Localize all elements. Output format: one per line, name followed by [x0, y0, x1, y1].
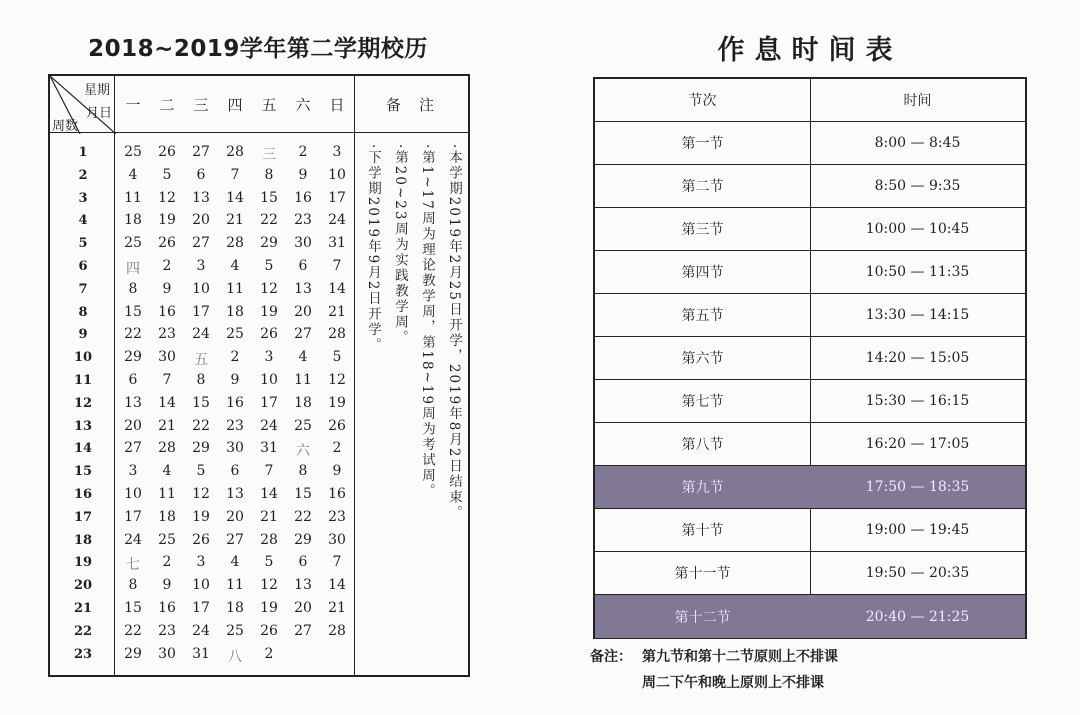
calendar-day-cell: 28: [226, 144, 244, 160]
calendar-day-cell: 22: [294, 508, 312, 525]
weekday-header-label: 星期: [84, 83, 111, 98]
calendar-day-cell: 27: [294, 622, 312, 639]
calendar-week-row: [50, 324, 356, 347]
calendar-day-cell: 27: [124, 440, 142, 457]
calendar-day-cell: 24: [192, 326, 210, 343]
calendar-day-cell: 23: [158, 622, 176, 639]
calendar-day-cell: 15: [124, 303, 142, 320]
calendar-day-cell: 29: [294, 531, 312, 548]
section-name: 第二节: [681, 179, 724, 195]
calendar-day-cell: 20: [192, 212, 210, 229]
note-3: ·第20~23周为实践教学周。: [392, 144, 408, 346]
week-number: 11: [73, 373, 93, 388]
calendar-day-cell: 4: [230, 258, 240, 274]
week-number: 1: [78, 145, 88, 160]
time-header: 时间: [903, 93, 932, 109]
calendar-day-cell: 3: [264, 349, 274, 366]
calendar-day-cell: 10: [192, 577, 210, 594]
section-time: 17:50 — 18:35: [865, 479, 970, 495]
calendar-day-cell: 28: [158, 440, 176, 457]
calendar-day-cell: 19: [260, 303, 278, 320]
calendar-day-cell: 2: [298, 144, 308, 160]
week-number: 13: [73, 418, 93, 434]
calendar-day-cell: 六: [296, 443, 310, 460]
calendar-day-cell: 8: [298, 463, 308, 480]
calendar-day-cell: 21: [158, 417, 176, 434]
section-name: 第一节: [681, 136, 724, 152]
calendar-day-cell: 28: [328, 622, 346, 639]
week-number: 21: [73, 601, 93, 616]
calendar-day-cell: 24: [260, 417, 278, 434]
schedule-row: [595, 294, 1025, 337]
calendar-table: [48, 74, 470, 677]
week-number: 10: [73, 350, 93, 366]
calendar-week-row: [50, 552, 356, 575]
calendar-day-cell: 16: [294, 189, 312, 206]
calendar-day-cell: 12: [260, 577, 278, 594]
note-4: ·下学期2019年9月2日开学。: [365, 144, 381, 354]
calendar-day-cell: 23: [226, 417, 244, 434]
calendar-week-row: [50, 165, 356, 188]
day-header-sat: 六: [295, 96, 311, 114]
calendar-week-row: [50, 621, 356, 644]
section-name: 第十节: [681, 523, 724, 539]
calendar-day-cell: 4: [298, 349, 308, 366]
calendar-day-cell: 9: [162, 280, 172, 297]
week-number: 23: [73, 646, 93, 662]
calendar-day-cell: 3: [196, 554, 206, 571]
week-number: 5: [78, 236, 88, 252]
calendar-day-cell: 30: [226, 440, 244, 457]
schedule-remark-label: 备注：: [590, 649, 632, 665]
calendar-day-cell: 14: [158, 394, 176, 411]
day-header-tue: 二: [159, 96, 175, 114]
section-name: 第七节: [681, 394, 724, 410]
calendar-day-cell: 24: [192, 622, 210, 639]
calendar-day-cell: 17: [192, 303, 210, 320]
calendar-week-row: [50, 644, 356, 667]
calendar-day-cell: 5: [332, 349, 342, 366]
calendar-day-cell: 29: [260, 235, 278, 252]
calendar-day-cell: 三: [262, 147, 276, 163]
calendar-week-row: [50, 256, 356, 279]
calendar-day-cell: 31: [260, 440, 278, 457]
calendar-day-cell: 12: [328, 372, 346, 388]
calendar-day-cell: 13: [294, 577, 312, 594]
calendar-week-row: [50, 598, 356, 621]
calendar-day-cell: 17: [192, 600, 210, 616]
section-name: 第三节: [681, 222, 724, 238]
calendar-week-row: [50, 188, 356, 211]
calendar-day-cell: 5: [264, 554, 274, 571]
note-1: ·本学期2019年2月25日开学，2019年8月2日结束。: [446, 144, 462, 521]
schedule-row: [595, 122, 1025, 165]
calendar-day-cell: 25: [294, 417, 312, 434]
week-number: 19: [73, 555, 93, 571]
calendar-day-cell: 五: [194, 352, 208, 369]
calendar-day-cell: 24: [328, 212, 346, 229]
calendar-day-cell: 26: [158, 235, 176, 252]
calendar-day-cell: 31: [192, 645, 210, 662]
calendar-week-row: [50, 210, 356, 233]
calendar-day-cell: 28: [260, 531, 278, 548]
calendar-notes: [356, 134, 470, 674]
schedule-title: 作息时间表: [717, 35, 903, 66]
week-number: 7: [78, 281, 88, 297]
calendar-title: 2018~2019学年第二学期校历: [88, 36, 428, 62]
calendar-day-cell: 15: [260, 189, 278, 206]
calendar-day-cell: 4: [128, 166, 138, 183]
calendar-day-cell: 30: [158, 645, 176, 662]
calendar-day-cell: 18: [226, 303, 244, 320]
calendar-day-cell: 6: [298, 258, 308, 274]
calendar-week-row: [50, 575, 356, 598]
date-header-label: 月日: [86, 106, 113, 121]
calendar-day-cell: 14: [328, 577, 346, 594]
calendar-day-cell: 21: [328, 303, 346, 320]
section-time: 15:30 — 16:15: [865, 393, 970, 409]
calendar-day-cell: 25: [124, 235, 142, 252]
calendar-day-cell: 12: [192, 486, 210, 502]
calendar-day-cell: 19: [158, 212, 176, 229]
calendar-day-cell: 3: [332, 144, 342, 160]
calendar-day-cell: 八: [228, 648, 242, 665]
calendar-day-cell: 22: [124, 326, 142, 343]
calendar-day-cell: 14: [226, 189, 244, 206]
calendar-day-cell: 七: [126, 557, 140, 574]
calendar-day-cell: 2: [264, 645, 274, 662]
section-time: 13:30 — 14:15: [865, 307, 970, 323]
week-number: 22: [73, 623, 93, 639]
calendar-day-cell: 7: [162, 372, 172, 388]
calendar-day-cell: 9: [230, 372, 240, 388]
schedule-row: [595, 337, 1025, 380]
calendar-day-cell: 3: [196, 258, 206, 274]
schedule-row: [595, 208, 1025, 251]
calendar-day-cell: 4: [162, 463, 172, 480]
calendar-day-cell: 29: [192, 440, 210, 457]
day-header-thu: 四: [227, 96, 243, 114]
schedule-table: [593, 77, 1027, 639]
week-number: 16: [73, 487, 93, 502]
section-time: 8:00 — 8:45: [874, 135, 961, 151]
section-name: 第六节: [681, 351, 724, 367]
week-number: 8: [78, 304, 88, 320]
calendar-day-cell: 7: [332, 258, 342, 274]
section-name: 第九节: [681, 480, 724, 496]
section-time: 8:50 — 9:35: [874, 178, 961, 194]
section-time: 16:20 — 17:05: [865, 436, 970, 452]
section-time: 10:00 — 10:45: [865, 221, 970, 237]
calendar-week-row: [50, 461, 356, 484]
calendar-day-cell: 11: [226, 280, 244, 297]
calendar-day-cell: 9: [298, 166, 308, 183]
week-header-label: 周数: [52, 119, 79, 134]
calendar-day-cell: 16: [158, 303, 176, 320]
week-number: 14: [73, 441, 93, 457]
calendar-day-cell: 4: [230, 554, 240, 571]
calendar-day-cell: 5: [196, 463, 206, 480]
day-header-sun: 日: [329, 96, 345, 114]
calendar-day-cell: 13: [294, 280, 312, 297]
calendar-day-cell: 8: [196, 372, 206, 388]
calendar-day-cell: 12: [158, 189, 176, 206]
calendar-day-cell: 25: [124, 144, 142, 160]
calendar-day-cell: 13: [226, 486, 244, 502]
calendar-day-cell: 16: [158, 600, 176, 616]
calendar-day-cell: 2: [230, 349, 240, 366]
calendar-day-cell: 11: [158, 486, 176, 502]
calendar-day-cell: 18: [124, 212, 142, 229]
schedule-row: [595, 380, 1025, 423]
calendar-day-cell: 26: [260, 326, 278, 343]
section-name: 第十二节: [674, 609, 731, 626]
calendar-day-cell: 6: [298, 554, 308, 571]
calendar-day-cell: 20: [124, 417, 142, 434]
calendar-day-cell: 22: [260, 212, 278, 229]
calendar-day-cell: 四: [126, 261, 140, 277]
calendar-day-cell: 16: [328, 486, 346, 502]
section-name: 第五节: [681, 308, 724, 324]
calendar-day-cell: 28: [226, 235, 244, 252]
calendar-day-cell: 3: [128, 463, 138, 480]
calendar-day-cell: 20: [226, 508, 244, 525]
schedule-row: [595, 509, 1025, 552]
week-number: 17: [73, 509, 93, 525]
section-name: 第十一节: [674, 566, 731, 582]
calendar-day-cell: 10: [328, 166, 346, 183]
calendar-day-cell: 30: [294, 235, 312, 252]
calendar-day-cell: 19: [192, 508, 210, 525]
calendar-day-cell: 2: [162, 554, 172, 571]
calendar-day-cell: 30: [328, 531, 346, 548]
calendar-week-row: [50, 393, 356, 416]
week-number: 15: [73, 464, 93, 480]
calendar-day-cell: 5: [162, 166, 172, 183]
calendar-day-cell: 18: [226, 600, 244, 616]
calendar-day-cell: 10: [124, 486, 142, 502]
calendar-week-row: [50, 416, 356, 439]
schedule-row: [595, 251, 1025, 294]
calendar-day-cell: 12: [260, 280, 278, 297]
calendar-week-row: [50, 302, 356, 325]
calendar-week-row: [50, 142, 356, 165]
section-name: 第八节: [681, 437, 724, 453]
calendar-day-cell: 29: [124, 349, 142, 366]
calendar-day-cell: 25: [226, 326, 244, 343]
section-time: 19:00 — 19:45: [865, 522, 970, 538]
calendar-day-cell: 18: [158, 508, 176, 525]
calendar-week-row: [50, 507, 356, 530]
calendar-day-cell: 11: [124, 189, 142, 206]
section-time: 19:50 — 20:35: [865, 565, 970, 581]
calendar-day-cell: 15: [124, 600, 142, 616]
calendar-day-cell: 8: [128, 280, 138, 297]
calendar-week-row: [50, 438, 356, 461]
schedule-row: [595, 423, 1025, 466]
calendar-day-cell: 19: [260, 600, 278, 616]
day-header-fri: 五: [261, 96, 277, 114]
calendar-day-cell: 28: [328, 326, 346, 343]
week-number: 18: [73, 532, 93, 548]
calendar-day-cell: 13: [192, 189, 210, 206]
calendar-day-cell: 26: [192, 531, 210, 548]
calendar-day-cell: 7: [230, 166, 240, 183]
calendar-day-cell: 26: [260, 622, 278, 639]
calendar-day-cell: 20: [294, 600, 312, 616]
calendar-day-cell: 25: [226, 622, 244, 639]
calendar-week-row: [50, 347, 356, 370]
schedule-row: [595, 595, 1025, 638]
calendar-day-cell: 9: [162, 577, 172, 594]
calendar-day-cell: 27: [192, 235, 210, 252]
calendar-day-cell: 29: [124, 645, 142, 662]
calendar-day-cell: 22: [124, 622, 142, 639]
section-header: 节次: [688, 93, 717, 109]
calendar-day-cell: 26: [158, 144, 176, 160]
section-time: 14:20 — 15:05: [865, 350, 970, 366]
calendar-day-cell: 9: [332, 463, 342, 480]
calendar-day-cell: 27: [294, 326, 312, 343]
calendar-week-row: [50, 484, 356, 507]
calendar-day-cell: 27: [192, 144, 210, 160]
calendar-day-cell: 16: [226, 394, 244, 411]
calendar-week-row: [50, 233, 356, 256]
calendar-day-cell: 30: [158, 349, 176, 366]
calendar-day-cell: 21: [260, 508, 278, 525]
calendar-day-cell: 7: [332, 554, 342, 571]
calendar-day-cell: 15: [294, 486, 312, 502]
week-number: 3: [78, 190, 88, 206]
remarks-header: 备注: [385, 96, 452, 114]
schedule-header-row: [595, 79, 1025, 122]
calendar-day-cell: 11: [294, 372, 312, 388]
calendar-day-cell: 27: [226, 531, 244, 548]
calendar-day-cell: 23: [158, 326, 176, 343]
schedule-remark-line-2: 周二下午和晚上原则上不排课: [642, 675, 824, 691]
week-number: 4: [78, 213, 88, 229]
week-number: 20: [73, 578, 93, 594]
calendar-day-cell: 20: [294, 303, 312, 320]
calendar-day-cell: 15: [192, 394, 210, 411]
calendar-day-cell: 7: [264, 463, 274, 480]
section-time: 10:50 — 11:35: [865, 264, 970, 280]
calendar-day-cell: 14: [260, 486, 278, 502]
calendar-day-cell: 17: [328, 189, 346, 206]
calendar-day-cell: 17: [260, 394, 278, 411]
day-header-mon: 一: [125, 96, 141, 114]
calendar-day-cell: 5: [264, 258, 274, 274]
calendar-day-cell: 18: [294, 394, 312, 411]
calendar-day-cell: 11: [226, 577, 244, 594]
calendar-week-row: [50, 279, 356, 302]
schedule-row: [595, 552, 1025, 595]
week-number: 2: [78, 167, 88, 183]
calendar-day-cell: 10: [192, 280, 210, 297]
calendar-day-cell: 13: [124, 394, 142, 411]
note-2: ·第1~17周为理论教学周，第18~19周为考试周。: [419, 144, 435, 500]
calendar-day-cell: 31: [328, 235, 346, 252]
calendar-day-cell: 21: [328, 600, 346, 616]
calendar-day-cell: 14: [328, 280, 346, 297]
calendar-day-cell: 6: [196, 166, 206, 183]
calendar-day-cell: 10: [260, 372, 278, 388]
calendar-day-cell: 6: [128, 372, 138, 388]
calendar-day-cell: 8: [128, 577, 138, 594]
calendar-day-cell: 21: [226, 212, 244, 229]
calendar-week-row: [50, 530, 356, 553]
calendar-day-cell: 25: [158, 531, 176, 548]
calendar-day-cell: 17: [124, 508, 142, 525]
calendar-day-cell: 23: [294, 212, 312, 229]
schedule-row: [595, 165, 1025, 208]
calendar-day-cell: 23: [328, 508, 346, 525]
day-header-wed: 三: [193, 96, 209, 114]
week-number: 6: [78, 259, 88, 274]
schedule-remark-line-1: 第九节和第十二节原则上不排课: [642, 649, 838, 665]
calendar-day-cell: 6: [230, 463, 240, 480]
calendar-day-cell: 19: [328, 394, 346, 411]
calendar-day-cell: 22: [192, 417, 210, 434]
calendar-day-cell: 2: [162, 258, 172, 274]
week-number: 12: [73, 395, 93, 411]
schedule-row: [595, 466, 1025, 509]
calendar-week-row: [50, 370, 356, 393]
week-number: 9: [78, 327, 88, 343]
section-time: 20:40 — 21:25: [865, 608, 970, 625]
calendar-day-cell: 24: [124, 531, 142, 548]
calendar-day-cell: 26: [328, 417, 346, 434]
calendar-day-cell: 8: [264, 166, 274, 183]
calendar-day-cell: 2: [332, 440, 342, 457]
section-name: 第四节: [681, 265, 724, 281]
